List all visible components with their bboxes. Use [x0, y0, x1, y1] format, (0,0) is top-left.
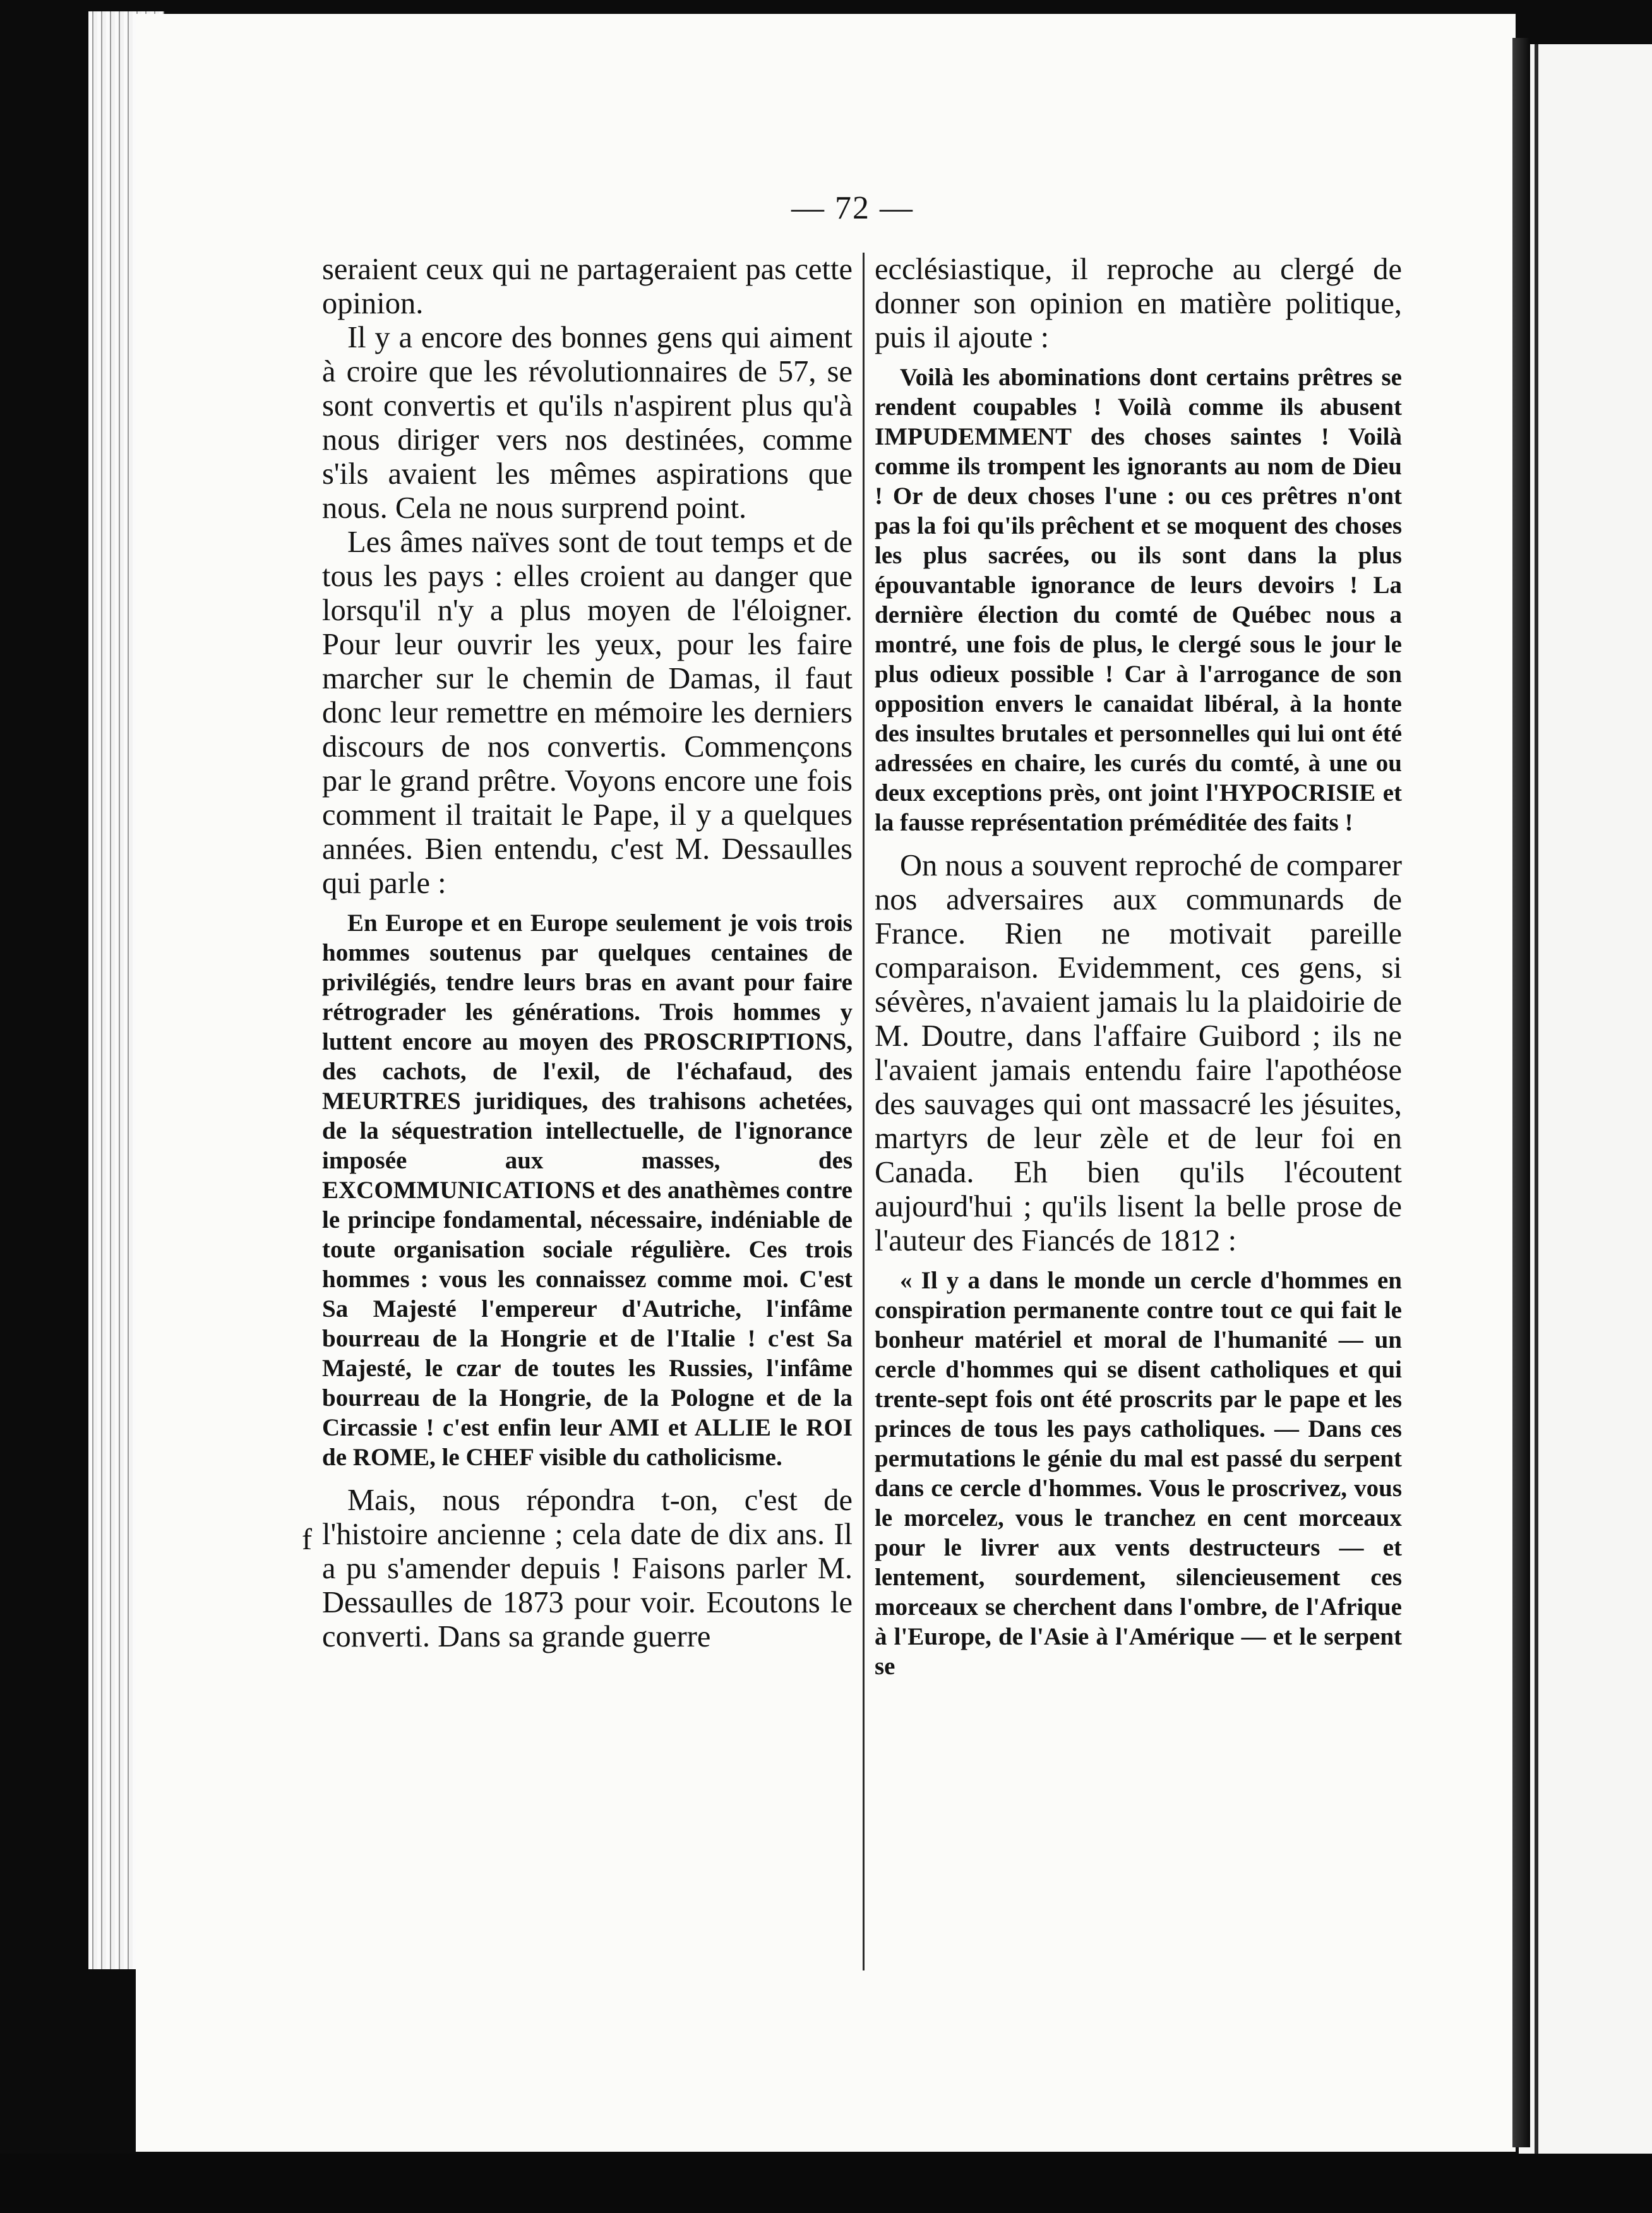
left-paragraph-2: Il y a encore des bonnes gens qui aiment à croire que les révolutionnaires de 57, se sont convertis et qu'ils n'aspirent plus qu'à nous diriger vers nos destinées, comme s'ils avaient les mêmes aspirations que nous. Cela ne nous surprend point. [322, 321, 853, 525]
spine-shadow [1512, 38, 1530, 2147]
facing-page [1519, 44, 1652, 2213]
margin-mark: f [302, 1523, 312, 1556]
left-paragraph-4: Mais, nous répondra t-on, c'est de l'histoire ancienne ; cela date de dix ans. Il a pu s'amender depuis ! Faisons parler M. Dessaulles de 1873 pour voir. Ecoutons le converti. Dans sa grande guerre [322, 1484, 853, 1653]
left-column [322, 253, 853, 1970]
facing-page-edge [1535, 44, 1538, 2213]
left-paragraph-3: Les âmes naïves sont de tout temps et de tous les pays : elles croient au danger que lorsqu'il n'y a plus moyen de l'éloigner. Pour leur ouvrir les yeux, pour les faire marcher sur le chemin de Damas, il faut donc leur remettre en mémoire les derniers discours de nos convertis. Commençons par le grand prêtre. Voyons encore une fois comment il traitait le Pape, il y a quelques années. Bien entendu, c'est M. Dessaulles qui parle : [322, 525, 853, 900]
left-paragraph-1: seraient ceux qui ne partageraient pas cette opinion. [322, 253, 853, 320]
right-quote-1: Voilà les abominations dont certains prêtres se rendent coupables ! Voilà comme ils abusent IMPUDEMMENT des choses saintes ! Voilà comme ils trompent les ignorants au nom de Dieu ! Or de deux choses l'une : ou ces prêtres n'ont pas la foi qu'ils prêchent et se moquent des choses les plus sacrées, ou ils sont dans la plus épouvantable ignorance de leurs devoirs ! La dernière élection du comté de Québec nous a montré, une fois de plus, le clergé sous le jour le plus odieux possible ! Car à l'arrogance de son opposition envers le canaidat libéral, à la honte des insultes brutales et personnelles qui lui ont été adressées en chaire, les curés du comté, à une ou deux exceptions près, ont joint l'HYPOCRISIE et la fausse représentation préméditée des faits ! [875, 364, 1402, 836]
left-quote: En Europe et en Europe seulement je vois trois hommes soutenus par quelques centaines de privilégiés, tendre leurs bras en avant pour faire rétrograder les générations. Trois hommes y luttent encore au moyen des PROSCRIPTIONS, des cachots, de l'exil, de l'échafaud, des MEURTRES juridiques, des trahisons achetées, de la séquestration intellectuelle, de l'ignorance imposée aux masses, des EXCOMMUNICATIONS et des anathèmes contre le principe fondamental, nécessaire, indéniable de toute organisation sociale régulière. Ces trois hommes : vous les connaissez comme moi. C'est Sa Majesté l'empereur d'Autriche, l'infâme bourreau de la Hongrie et de l'Italie ! c'est Sa Majesté, le czar de toutes les Russies, l'infâme bourreau de la Hongrie, de la Pologne et de la Circassie ! c'est enfin leur AMI et ALLIE le ROI de ROME, le CHEF visible du catholicisme. [322, 909, 853, 1471]
right-column [875, 253, 1402, 1970]
right-paragraph-2: On nous a souvent reproché de comparer nos adversaires aux communards de France. Rien ne motivait pareille comparaison. Evidemment, ces gens, si sévères, n'avaient jamais lu la plaidoirie de M. Doutre, dans l'affaire Guibord ; ils ne l'avaient jamais entendu faire l'apothéose des sauvages qui ont massacré les jésuites, martyrs de leur zèle et de leur foi en Canada. Eh bien qu'ils l'écoutent aujourd'hui ; qu'ils lisent la belle prose de l'auteur des Fiancés de 1812 : [875, 849, 1402, 1257]
scan-bottom-strip [0, 2154, 1652, 2213]
column-divider [863, 253, 865, 1970]
page-number: — 72 — [791, 190, 914, 226]
right-quote-2: « Il y a dans le monde un cercle d'hommes en conspiration permanente contre tout ce qui fait le bonheur matériel et moral de l'humanité — un cercle d'hommes qui se disent catholiques et qui trente-sept fois ont été proscrits par le pape et les princes de tous les pays catholiques. — Dans ces permutations le génie du mal est passé du serpent dans ce cercle d'hommes. Vous le proscrivez, vous le morcelez, vous le tranchez en cent morceaux pour le livrer aux vents destructeurs — et lentement, sourdement, silencieusement ces morceaux se cherchent dans l'ombre, de l'Afrique à l'Europe, de l'Asie à l'Amérique — et le serpent se [875, 1267, 1402, 1680]
right-paragraph-1: ecclésiastique, il reproche au clergé de donner son opinion en matière politique, puis il ajoute : [875, 253, 1402, 354]
